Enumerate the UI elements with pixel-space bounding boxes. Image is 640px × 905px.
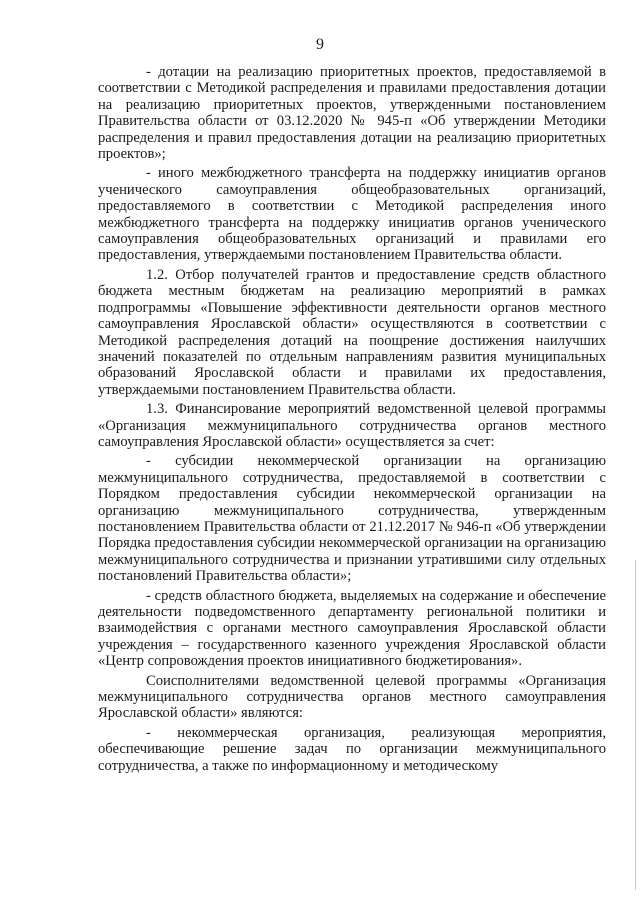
document-body	[98, 64, 606, 774]
page-number: 9	[316, 36, 324, 53]
paragraph-co-executors: Соисполнителями ведомственной целевой программы «Организация межмуниципального сотрудничества органов местного самоуправления Ярославской области» являются:	[98, 672, 606, 722]
paragraph-dotation: - дотации на реализацию приоритетных проектов, предоставляемой в соответствии с Методикой распределения и правилами предоставления дотации на реализацию приоритетных проектов, утвержденными постановлением Правительства области от 03.12.2020 № 945-п «Об утверждении Методики распределения и правил предоставления дотации на реализацию приоритетных проектов»;	[98, 64, 606, 163]
paragraph-student-initiatives: - иного межбюджетного трансферта на поддержку инициатив органов ученического самоуправления общеобразовательных организаций, предоставляемого в соответствии с Методикой распределения иного межбюджетного трансферта на поддержку инициатив органов ученического самоуправления общеобразовательных организаций и правилами его предоставления, утверждаемыми постановлением Правительства области.	[98, 165, 606, 264]
scan-edge-line	[635, 560, 636, 890]
paragraph-subsidy: - субсидии некоммерческой организации на организацию межмуниципального сотрудничества, предоставляемой в соответствии с Порядком предоставления субсидии некоммерческой организации на организацию межмуниципального сотрудничества, утвержденным постановлением Правительства области от 21.12.2017 № 946-п «Об утверждении Порядка предоставления субсидии некоммерческой организации на организацию межмуниципального сотрудничества и признании утратившими силу отдельных постановлений Правительства области»;	[98, 453, 606, 585]
paragraph-nonprofit: - некоммерческая организация, реализующая мероприятия, обеспечивающие решение задач по организации межмуниципального сотрудничества, а также по информационному и методическому	[98, 724, 606, 774]
paragraph-regional-budget: - средств областного бюджета, выделяемых на содержание и обеспечение деятельности подведомственного департаменту региональной политики и взаимодействия с органами местного самоуправления Ярославской области учреждения – государственного казенного учреждения Ярославской области «Центр сопровождения проектов инициативного бюджетирования».	[98, 587, 606, 670]
paragraph-1-2: 1.2. Отбор получателей грантов и предоставление средств областного бюджета местным бюджетам на реализацию мероприятий в рамках подпрограммы «Повышение эффективности деятельности органов местного самоуправления Ярославской области» осуществляются в соответствии с Методикой распределения дотаций на поощрение достижения наилучших значений показателей по отдельным направлениям развития муниципальных образований Ярославской области и правилами их предоставления, утверждаемыми постановлением Правительства области.	[98, 266, 606, 398]
paragraph-1-3: 1.3. Финансирование мероприятий ведомственной целевой программы «Организация межмуниципального сотрудничества органов местного самоуправления Ярославской области» осуществляется за счет:	[98, 401, 606, 450]
